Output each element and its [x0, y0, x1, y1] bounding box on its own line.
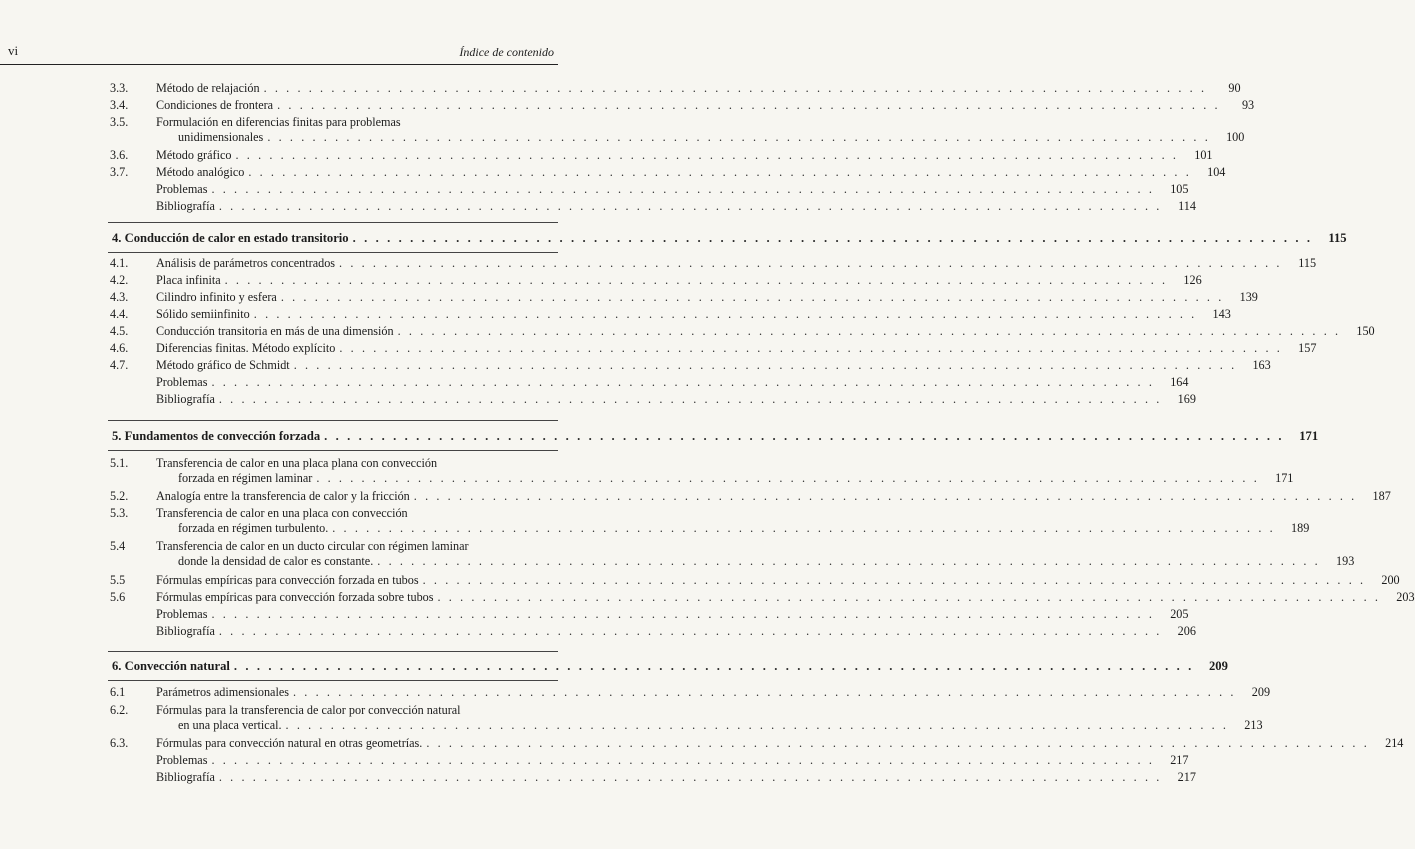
toc-entry	[110, 375, 1189, 390]
entry-page: 93	[1241, 98, 1255, 112]
dot-leader: . . . . . . . . . . . . . . . . . . . . . . . . . . . . . . . . . . . . . . . . . . . . . . . . . . . . . . . . . . . . . . . . . . . . . . . . . . . . . . . . . . . .	[397, 324, 1341, 338]
entry-page: 163	[1252, 358, 1271, 372]
dot-leader: . . . . . . . . . . . . . . . . . . . . . . . . . . . . . . . . . . . . . . . . . . . . . . . . . . . . . . . . . . . . . . . . . . . . . . . . . . . . . . . . . . . .	[437, 590, 1381, 604]
dot-leader: . . . . . . . . . . . . . . . . . . . . . . . . . . . . . . . . . . . . . . . . . . . . . . . . . . . . . . . . . . . . . . . . . . . . . . . . . . . . . . . . . . . .	[413, 489, 1357, 503]
entry-number: 3.3.	[110, 81, 129, 95]
toc-entry	[110, 182, 1189, 197]
page-number: vi	[8, 43, 19, 58]
entry-page: 143	[1212, 307, 1231, 321]
toc-entry	[110, 753, 1189, 768]
dot-leader: . . . . . . . . . . . . . . . . . . . . . . . . . . . . . . . . . . . . . . . . . . . . . . . . . . . . . . . . . . . . . . . . . . . . . . . . . . . . . . . . . . . .	[263, 81, 1207, 95]
dot-leader: . . . . . . . . . . . . . . . . . . . . . . . . . . . . . . . . . . . . . . . . . . . . . . . . . . . . . . . . . . . . . . . . . . . . . . . . . . . . . . . . . . . .	[211, 182, 1155, 196]
entry-page: 105	[1170, 182, 1189, 196]
dot-leader: . . . . . . . . . . . . . . . . . . . . . . . . . . . . . . . . . . . . . . . . . . . . . . . . . . . . . . . . . . . . . . . . . . . . . . . . . . . . . . . . . . . .	[280, 290, 1224, 304]
entry-title: Placa infinita	[156, 273, 221, 287]
entry-page: 169	[1177, 392, 1196, 406]
dot-leader: . . . . . . . . . . . . . . . . . . . . . . . . . . . . . . . . . . . . . . . . . . . . . . . . . . . . . . . . . . . . . . . . . . . . . . . . . . . . . . . . . . . .	[224, 273, 1168, 287]
dot-leader: . . . . . . . . . . . . . . . . . . . . . . . . . . . . . . . . . . . . . . . . . . . . . . . . . . . . . . . . . . . . . . . . . . . . . . . . . . . . . . . . . . . .	[267, 130, 1211, 144]
entry-page: 193	[1336, 554, 1355, 568]
dot-leader: . . . . . . . . . . . . . . . . . . . . . . . . . . . . . . . . . . . . . . . . . . . . . . . . . . . . . . . . . . . . . . . . . . . . . . . . . . . . . . . . . . . .	[211, 375, 1155, 389]
dot-leader: . . . . . . . . . . . . . . . . . . . . . . . . . . . . . . . . . . . . . . . . . . . . . . . . . . . . . . . . . . . . . . . . . . . . . . . . . . . . . . . . . . . .	[285, 718, 1229, 732]
dot-leader: . . . . . . . . . . . . . . . . . . . . . . . . . . . . . . . . . . . . . . . . . . . . . . . . . . . . . . . . . . . . . . . . . . . . . . . . . . . . . . . . . . . .	[339, 341, 1283, 355]
entry-page: 157	[1298, 341, 1317, 355]
section-rule	[108, 420, 558, 421]
entry-page: 139	[1239, 290, 1258, 304]
entry-number: 5.5	[110, 573, 126, 587]
chapter-title: 5. Fundamentos de convección forzada	[112, 429, 321, 443]
dot-leader: . . . . . . . . . . . . . . . . . . . . . . . . . . . . . . . . . . . . . . . . . . . . . . . . . . . . . . . . . . . . . . . . . . . . . . . . . . . . . . . . . . . .	[218, 770, 1162, 784]
entry-title: donde la densidad de calor es constante.	[178, 554, 374, 568]
entry-number: 4.4.	[110, 307, 129, 321]
chapter-page: 115	[1328, 231, 1347, 245]
entry-title: Análisis de parámetros concentrados	[156, 256, 336, 270]
toc-entry	[110, 341, 1317, 356]
entry-number: 6.1	[110, 685, 126, 699]
dot-leader: . . . . . . . . . . . . . . . . . . . . . . . . . . . . . . . . . . . . . . . . . . . . . . . . . . . . . . . . . . . . . . . . . . . . . . . . . . . . . . . . . . . .	[293, 358, 1237, 372]
entry-title: Método analógico	[156, 165, 245, 179]
toc-entry	[110, 307, 1231, 322]
dot-leader: . . . . . . . . . . . . . . . . . . . . . . . . . . . . . . . . . . . . . . . . . . . . . . . . . . . . . . . . . . . . . . . . . . . . . . . . . . . . . . . . . . . .	[324, 429, 1285, 443]
entry-title: Problemas	[156, 375, 208, 389]
chapter-heading	[112, 231, 1347, 246]
section-rule	[108, 680, 558, 681]
toc-entry	[110, 703, 1263, 733]
chapter-title: 4. Conducción de calor en estado transitorio	[112, 231, 349, 245]
entry-number: 4.7.	[110, 358, 129, 372]
running-title: Índice de contenido	[459, 45, 554, 59]
entry-page: 206	[1177, 624, 1196, 638]
entry-number: 4.2.	[110, 273, 129, 287]
entry-title: en una placa vertical.	[178, 718, 282, 732]
dot-leader: . . . . . . . . . . . . . . . . . . . . . . . . . . . . . . . . . . . . . . . . . . . . . . . . . . . . . . . . . . . . . . . . . . . . . . . . . . . . . . . . . . . .	[339, 256, 1283, 270]
toc-entry	[110, 273, 1202, 288]
entry-page: 115	[1298, 256, 1317, 270]
chapter-page: 209	[1209, 659, 1228, 673]
toc-entry	[110, 736, 1404, 751]
entry-title: Parámetros adimensionales	[156, 685, 290, 699]
entry-title-line1: Formulación en diferencias finitas para problemas	[156, 115, 401, 129]
chapter-heading	[112, 659, 1228, 674]
entry-title: Método de relajación	[156, 81, 260, 95]
entry-page: 104	[1207, 165, 1226, 179]
entry-page: 217	[1170, 753, 1189, 767]
dot-leader: . . . . . . . . . . . . . . . . . . . . . . . . . . . . . . . . . . . . . . . . . . . . . . . . . . . . . . . . . . . . . . . . . . . . . . . . . . . . . . . . . . . .	[218, 392, 1162, 406]
entry-title-line1: Transferencia de calor en un ducto circular con régimen laminar	[156, 539, 469, 553]
toc-entry	[110, 624, 1196, 639]
toc-entry	[110, 148, 1213, 163]
chapter-title: 6. Convección natural	[112, 659, 230, 673]
entry-title-line1: Transferencia de calor en una placa plana con convección	[156, 456, 438, 470]
toc-entry	[110, 685, 1271, 700]
entry-title: Bibliografía	[156, 770, 215, 784]
dot-leader: . . . . . . . . . . . . . . . . . . . . . . . . . . . . . . . . . . . . . . . . . . . . . . . . . . . . . . . . . . . . . . . . . . . . . . . . . . . . . . . . . . . .	[218, 199, 1162, 213]
entry-number: 6.3.	[110, 736, 129, 750]
entry-title: Problemas	[156, 753, 208, 767]
entry-page: 214	[1385, 736, 1404, 750]
entry-page: 126	[1183, 273, 1202, 287]
dot-leader: . . . . . . . . . . . . . . . . . . . . . . . . . . . . . . . . . . . . . . . . . . . . . . . . . . . . . . . . . . . . . . . . . . . . . . . . . . . . . . . . . . . .	[332, 521, 1276, 535]
toc-entry	[110, 324, 1375, 339]
entry-page: 90	[1228, 81, 1241, 95]
section-rule	[108, 450, 558, 451]
entry-number: 4.3.	[110, 290, 129, 304]
entry-title: Bibliografía	[156, 624, 215, 638]
entry-number: 5.2.	[110, 489, 129, 503]
entry-page: 213	[1244, 718, 1263, 732]
dot-leader: . . . . . . . . . . . . . . . . . . . . . . . . . . . . . . . . . . . . . . . . . . . . . . . . . . . . . . . . . . . . . . . . . . . . . . . . . . . . . . . . . . . .	[422, 573, 1366, 587]
dot-leader: . . . . . . . . . . . . . . . . . . . . . . . . . . . . . . . . . . . . . . . . . . . . . . . . . . . . . . . . . . . . . . . . . . . . . . . . . . . . . . . . . . . .	[211, 753, 1155, 767]
dot-leader: . . . . . . . . . . . . . . . . . . . . . . . . . . . . . . . . . . . . . . . . . . . . . . . . . . . . . . . . . . . . . . . . . . . . . . . . . . . . . . . . . . . .	[352, 231, 1313, 245]
dot-leader: . . . . . . . . . . . . . . . . . . . . . . . . . . . . . . . . . . . . . . . . . . . . . . . . . . . . . . . . . . . . . . . . . . . . . . . . . . . . . . . . . . . .	[248, 165, 1192, 179]
dot-leader: . . . . . . . . . . . . . . . . . . . . . . . . . . . . . . . . . . . . . . . . . . . . . . . . . . . . . . . . . . . . . . . . . . . . . . . . . . . . . . . . . . . .	[277, 98, 1221, 112]
entry-title: Analogía entre la transferencia de calor y la fricción	[156, 489, 410, 503]
dot-leader: . . . . . . . . . . . . . . . . . . . . . . . . . . . . . . . . . . . . . . . . . . . . . . . . . . . . . . . . . . . . . . . . . . . . . . . . . . . . . . . . . . . .	[218, 624, 1162, 638]
toc-entry	[110, 115, 1245, 145]
entry-number: 4.1.	[110, 256, 129, 270]
entry-title: Diferencias finitas. Método explícito	[156, 341, 336, 355]
entry-page: 171	[1275, 471, 1294, 485]
dot-leader: . . . . . . . . . . . . . . . . . . . . . . . . . . . . . . . . . . . . . . . . . . . . . . . . . . . . . . . . . . . . . . . . . . . . . . . . . . . . . . . . . . . .	[293, 685, 1237, 699]
entry-title: Fórmulas empíricas para convección forzada en tubos	[156, 573, 419, 587]
entry-title-line1: Transferencia de calor en una placa con convección	[156, 506, 408, 520]
entry-page: 164	[1170, 375, 1189, 389]
entry-title: Conducción transitoria en más de una dimensión	[156, 324, 394, 338]
chapter-page: 171	[1299, 429, 1319, 443]
entry-page: 209	[1251, 685, 1271, 699]
entry-title: Condiciones de frontera	[156, 98, 274, 112]
entry-title: Cilindro infinito y esfera	[156, 290, 277, 304]
toc-entry	[110, 81, 1241, 96]
section-rule	[108, 222, 558, 223]
dot-leader: . . . . . . . . . . . . . . . . . . . . . . . . . . . . . . . . . . . . . . . . . . . . . . . . . . . . . . . . . . . . . . . . . . . . . . . . . . . . . . . . . . . .	[377, 554, 1321, 568]
entry-title: Bibliografía	[156, 392, 215, 406]
entry-number: 3.7.	[110, 165, 129, 179]
toc-entry	[110, 456, 1294, 486]
toc-entry	[110, 607, 1189, 622]
entry-page: 187	[1372, 489, 1391, 503]
entry-page: 114	[1178, 199, 1196, 213]
entry-title: Método gráfico	[156, 148, 232, 162]
toc-entry	[110, 256, 1317, 271]
entry-title: forzada en régimen laminar	[178, 471, 313, 485]
entry-title: Sólido semiinfinito	[156, 307, 250, 321]
entry-page: 100	[1226, 130, 1245, 144]
entry-title: forzada en régimen turbulento.	[178, 521, 329, 535]
entry-number: 3.6.	[110, 148, 129, 162]
toc-entry	[110, 506, 1310, 536]
dot-leader: . . . . . . . . . . . . . . . . . . . . . . . . . . . . . . . . . . . . . . . . . . . . . . . . . . . . . . . . . . . . . . . . . . . . . . . . . . . . . . . . . . . .	[316, 471, 1260, 485]
toc-entry	[110, 590, 1415, 605]
dot-leader: . . . . . . . . . . . . . . . . . . . . . . . . . . . . . . . . . . . . . . . . . . . . . . . . . . . . . . . . . . . . . . . . . . . . . . . . . . . . . . . . . . . .	[235, 148, 1179, 162]
entry-page: 189	[1291, 521, 1310, 535]
toc-entry	[110, 392, 1196, 407]
chapter-heading	[112, 429, 1319, 444]
toc-entry	[110, 98, 1255, 113]
entry-number: 3.4.	[110, 98, 129, 112]
entry-page: 217	[1177, 770, 1196, 784]
section-rule	[108, 252, 558, 253]
toc-entry	[110, 290, 1258, 305]
toc-entry	[110, 199, 1196, 214]
entry-page: 200	[1381, 573, 1400, 587]
entry-title: Método gráfico de Schmidt	[156, 358, 290, 372]
entry-number: 5.6	[110, 590, 126, 604]
entry-number: 6.2.	[110, 703, 129, 717]
entry-number: 4.5.	[110, 324, 129, 338]
entry-page: 205	[1170, 607, 1189, 621]
dot-leader: . . . . . . . . . . . . . . . . . . . . . . . . . . . . . . . . . . . . . . . . . . . . . . . . . . . . . . . . . . . . . . . . . . . . . . . . . . . . . . . . . . . .	[253, 307, 1197, 321]
dot-leader: . . . . . . . . . . . . . . . . . . . . . . . . . . . . . . . . . . . . . . . . . . . . . . . . . . . . . . . . . . . . . . . . . . . . . . . . . . . . . . . . . . . .	[426, 736, 1370, 750]
toc-entry	[110, 573, 1400, 588]
entry-page: 203	[1396, 590, 1415, 604]
entry-number: 5.1.	[110, 456, 129, 470]
dot-leader: . . . . . . . . . . . . . . . . . . . . . . . . . . . . . . . . . . . . . . . . . . . . . . . . . . . . . . . . . . . . . . . . . . . . . . . . . . . . . . . . . . . .	[233, 659, 1194, 673]
entry-number: 4.6.	[110, 341, 129, 355]
toc-entry	[110, 165, 1226, 180]
entry-title: Fórmulas para convección natural en otras geometrías.	[156, 736, 423, 750]
dot-leader: . . . . . . . . . . . . . . . . . . . . . . . . . . . . . . . . . . . . . . . . . . . . . . . . . . . . . . . . . . . . . . . . . . . . . . . . . . . . . . . . . . . .	[211, 607, 1155, 621]
entry-number: 5.4	[110, 539, 126, 553]
toc-entry	[110, 489, 1391, 504]
toc-entry	[110, 539, 1355, 569]
entry-page: 150	[1356, 324, 1375, 338]
entry-title: Problemas	[156, 182, 208, 196]
entry-title: Problemas	[156, 607, 208, 621]
entry-title: Bibliografía	[156, 199, 215, 213]
section-rule	[108, 651, 558, 652]
toc-entry	[110, 770, 1196, 785]
entry-number: 3.5.	[110, 115, 129, 129]
entry-title: Fórmulas empíricas para convección forzada sobre tubos	[156, 590, 434, 604]
entry-number: 5.3.	[110, 506, 129, 520]
toc-entry	[110, 358, 1271, 373]
entry-title-line1: Fórmulas para la transferencia de calor por convección natural	[156, 703, 461, 717]
entry-page: 101	[1194, 148, 1213, 162]
entry-title: unidimensionales	[178, 130, 264, 144]
